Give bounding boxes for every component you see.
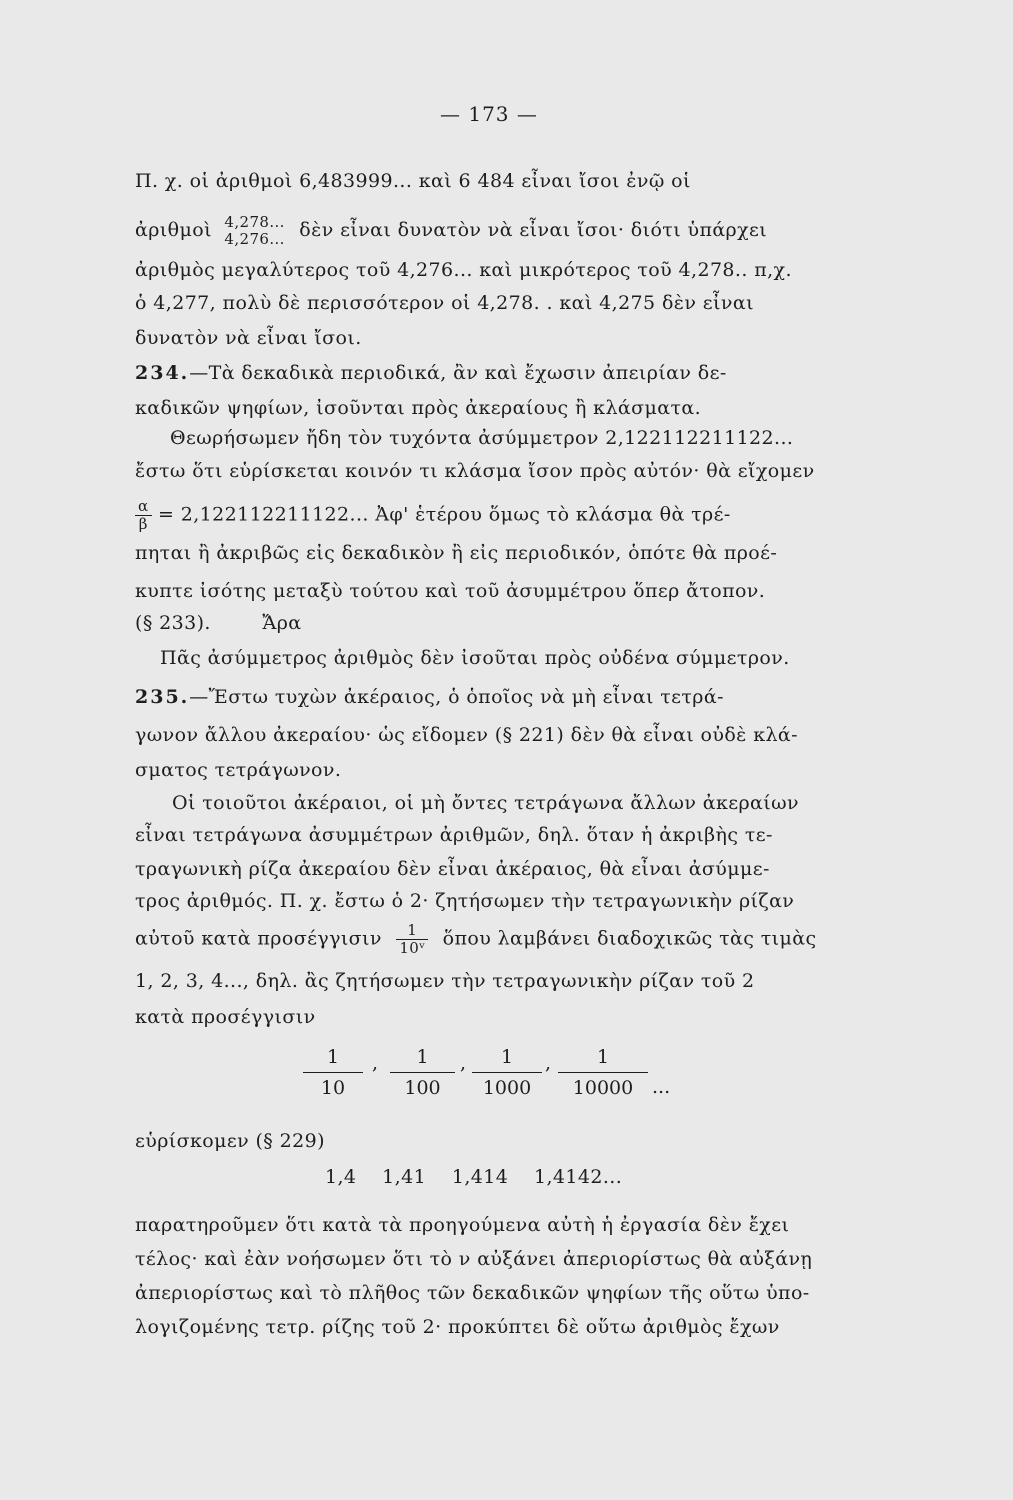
text-line: 1, 2, 3, 4..., δηλ. ἂς ζητήσωμεν τὴν τετραγωνικὴν ρίζαν τοῦ 2 xyxy=(135,970,755,992)
text-fragment: = 2,122112211122... Ἀφ' ἑτέρου ὅμως τὸ κλάσμα θὰ τρέ- xyxy=(157,503,731,526)
text-line: Π. χ. οἱ ἀριθμοὶ 6,483999... καὶ 6 484 εἶναι ἴσοι ἐνῷ οἱ xyxy=(135,170,691,192)
text-line: ἀπεριορίστως καὶ τὸ πλῆθος τῶν δεκαδικῶν ψηφίων τῆς οὕτω ὑπο- xyxy=(135,1282,810,1304)
section-heading-line xyxy=(135,684,855,710)
fraction-one-tenth xyxy=(303,1046,363,1099)
text-line: κυπτε ἰσότης μεταξὺ τούτου καὶ τοῦ ἀσυμμέτρου ὅπερ ἄτοπον. xyxy=(135,580,766,602)
alpha-beta-fraction xyxy=(135,498,152,533)
fraction-denominator: 100 xyxy=(404,1077,441,1099)
text-line: ἔστω ὅτι εὑρίσκεται κοινόν τι κλάσμα ἴσον πρὸς αὐτόν· θὰ εἴχομεν xyxy=(135,460,815,482)
text-fragment: δὲν εἶναι δυνατὸν νὰ εἶναι ἴσοι· διότι ὑπάρχει xyxy=(299,219,768,241)
text-line: τρος ἀριθμός. Π. χ. ἔστω ὁ 2· ζητήσωμεν τὴν τετραγωνικὴν ρίζαν xyxy=(135,890,795,912)
text-line: τραγωνικὴ ρίζα ἀκεραίου δὲν εἶναι ἀκέραιος, θὰ εἶναι ἀσύμμε- xyxy=(135,858,770,880)
page-number: — 173 — xyxy=(440,102,538,126)
text-line: παρατηροῦμεν ὅτι κατὰ τὰ προηγούμενα αὐτὴ ἡ ἐργασία δὲν ἔχει xyxy=(135,1214,790,1236)
fraction-one-thousandth xyxy=(472,1046,542,1099)
text-fragment: —Τὰ δεκαδικὰ περιοδικά, ἂν καὶ ἔχωσιν ἀπειρίαν δε- xyxy=(189,362,727,384)
text-fragment: ἀριθμοὶ xyxy=(135,219,212,241)
fraction-line xyxy=(135,498,855,533)
fraction-denominator: 10000 xyxy=(572,1077,634,1099)
text-line: γωνον ἄλλου ἀκεραίου· ὡς εἴδομεν (§ 221) δὲν θὰ εἶναι οὐδὲ κλά- xyxy=(135,724,798,746)
brace-bottom-number: 4,276... xyxy=(224,230,285,248)
brace-top-number: 4,278... xyxy=(224,213,285,231)
text-fragment: —Ἔστω τυχὼν ἀκέραιος, ὁ ὁποῖος νὰ μὴ εἶναι τετρά- xyxy=(189,686,724,708)
text-line-with-brace xyxy=(135,214,855,248)
fraction-numerator: 1 xyxy=(390,1046,455,1073)
fraction-numerator: 1 xyxy=(558,1046,648,1073)
text-line: Πᾶς ἀσύμμετρος ἀριθμὸς δὲν ἰσοῦται πρὸς οὐδένα σύμμετρον. xyxy=(160,647,790,669)
text-line: (§ 233). Ἄρα xyxy=(135,612,302,634)
text-line: Οἱ τοιοῦτοι ἀκέραιοι, οἱ μὴ ὄντες τετράγωνα ἄλλων ἀκεραίων xyxy=(172,792,799,814)
comma-separator: , xyxy=(545,1052,552,1074)
comma-separator: , xyxy=(372,1052,379,1074)
text-fragment: ὅπου λαμβάνει διαδοχικῶς τὰς τιμὰς xyxy=(442,927,817,950)
comma-separator: , xyxy=(460,1052,467,1074)
fraction-numerator: 1 xyxy=(472,1046,542,1073)
fraction-denominator: 10 xyxy=(320,1077,346,1099)
fraction-one-ten-thousandth xyxy=(558,1046,648,1099)
fraction-one-hundredth xyxy=(390,1046,455,1099)
number-brace-group xyxy=(224,214,284,248)
text-line: ἀριθμὸς μεγαλύτερος τοῦ 4,276... καὶ μικρότερος τοῦ 4,278.. π,χ. xyxy=(135,259,792,281)
text-line: εὑρίσκομεν (§ 229) xyxy=(135,1130,325,1152)
text-line: λογιζομένης τετρ. ρίζης τοῦ 2· προκύπτει δὲ οὕτω ἀριθμὸς ἔχων xyxy=(135,1316,780,1338)
fraction-numerator: 1 xyxy=(396,922,428,940)
text-line: πηται ἢ ἀκριβῶς εἰς δεκαδικὸν ἢ εἰς περιοδικόν, ὁπότε θὰ προέ- xyxy=(135,542,778,564)
fraction-line xyxy=(135,922,855,957)
fraction-denominator: β xyxy=(138,515,148,533)
section-heading-line xyxy=(135,360,855,386)
text-line: δυνατὸν νὰ εἶναι ἴσοι. xyxy=(135,327,362,349)
text-line: Θεωρήσωμεν ἤδη τὸν τυχόντα ἀσύμμετρον 2,122112211122... xyxy=(170,427,794,449)
text-line: τέλος· καὶ ἐὰν νοήσωμεν ὅτι τὸ ν αὐξάνει ἀπεριορίστως θὰ αὐξάνῃ xyxy=(135,1248,813,1270)
one-over-ten-power-fraction xyxy=(396,922,428,957)
fraction-numerator: α xyxy=(135,498,152,516)
fraction-numerator: 1 xyxy=(303,1046,363,1073)
text-fragment: αὐτοῦ κατὰ προσέγγισιν xyxy=(135,927,382,950)
text-line: καδικῶν ψηφίων, ἰσοῦνται πρὸς ἀκεραίους ἢ κλάσματα. xyxy=(135,397,702,419)
section-number: 235. xyxy=(135,686,190,708)
text-line: ὁ 4,277, πολὺ δὲ περισσότερον οἱ 4,278. . καὶ 4,275 δὲν εἶναι xyxy=(135,292,754,314)
text-line: κατὰ προσέγγισιν xyxy=(135,1006,316,1028)
section-number: 234. xyxy=(135,362,190,384)
fraction-denominator: 1000 xyxy=(482,1077,532,1099)
ellipsis: ... xyxy=(652,1076,671,1098)
text-line: σματος τετράγωνον. xyxy=(135,759,342,781)
fraction-denominator: 10ᵛ xyxy=(399,939,426,957)
root-approximations: 1,4 1,41 1,414 1,4142... xyxy=(325,1166,623,1188)
text-line: εἶναι τετράγωνα ἀσυμμέτρων ἀριθμῶν, δηλ. ὅταν ἡ ἀκριβὴς τε- xyxy=(135,824,773,846)
